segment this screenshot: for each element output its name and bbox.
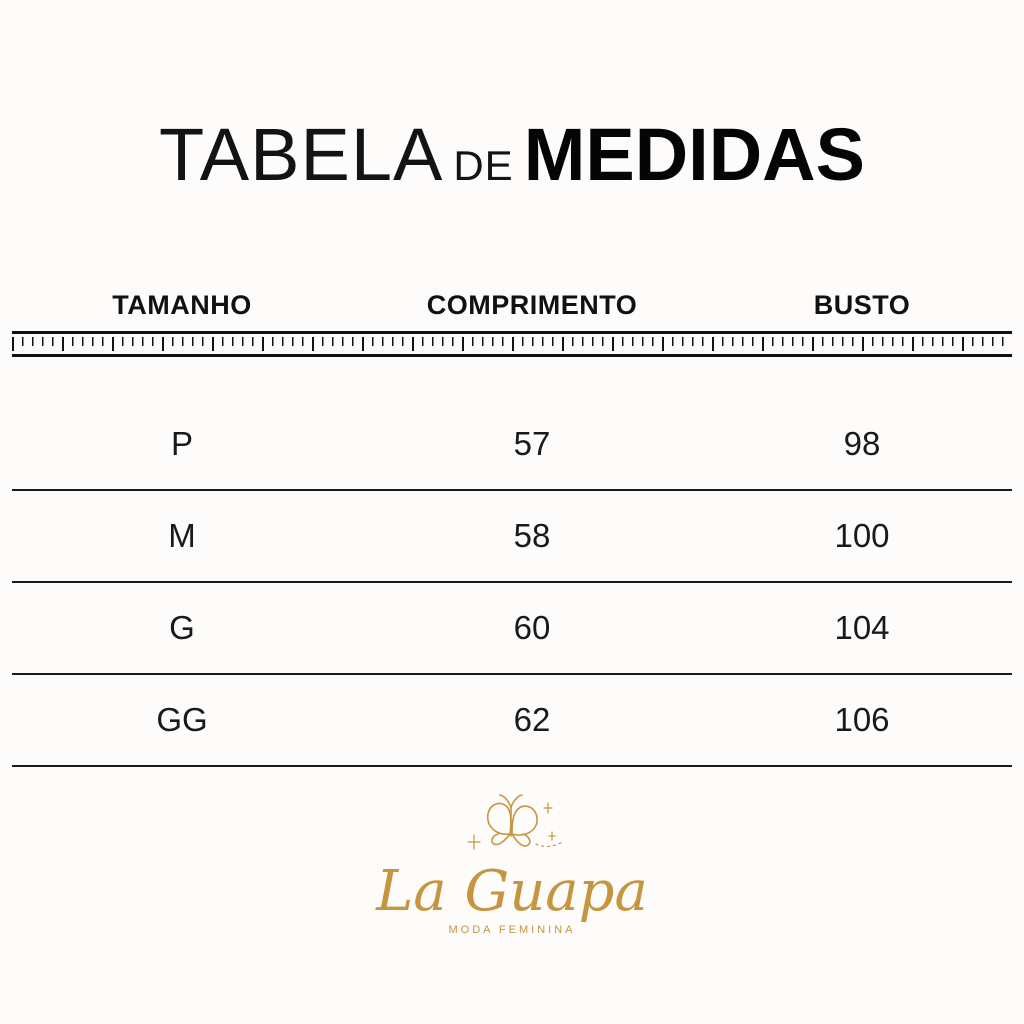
cell-bust: 98 [843,425,881,462]
title-part-medidas: MEDIDAS [523,113,865,196]
cell-size: GG [156,701,208,738]
cell-size: G [169,609,195,646]
table-row [12,583,1012,675]
table-row [12,491,1012,583]
title-part-de: DE [453,142,514,189]
cell-bust: 100 [834,517,890,554]
ruler-major-ticks [12,337,1012,351]
column-header-comprimento: COMPRIMENTO [426,290,638,320]
cell-size: M [168,517,196,554]
cell-size: P [170,425,193,462]
column-header-tamanho: TAMANHO [112,290,252,320]
cell-length: 58 [513,517,551,554]
table-row [12,675,1012,767]
brand-name: La Guapa [376,859,648,924]
butterfly-icon [452,790,572,862]
cell-length: 60 [513,609,551,646]
measurements-table [12,290,1012,767]
column-header-busto: BUSTO [813,290,911,320]
cell-length: 57 [513,425,551,462]
table-row [12,399,1012,491]
brand-logo [0,790,1024,936]
page-title [0,112,1024,197]
cell-length: 62 [513,701,551,738]
brand-tagline: MODA FEMININA [448,924,576,936]
cell-bust: 104 [834,609,890,646]
table-top-spacer [12,357,1012,399]
ruler-divider [12,331,1012,357]
table-header-row [12,290,1012,329]
cell-bust: 106 [834,701,890,738]
title-part-tabela: TABELA [159,113,444,196]
